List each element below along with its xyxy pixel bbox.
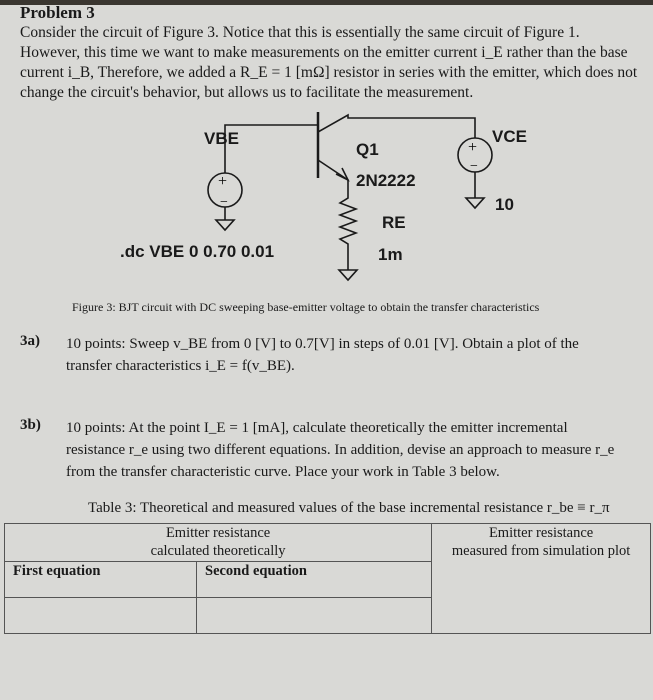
dc-directive: .dc VBE 0 0.70 0.01 bbox=[120, 242, 275, 261]
ground-icon bbox=[216, 207, 234, 230]
text-line: current i_B, Therefore, we added a R_E = 1 [mΩ] resistor in series with the emitter, which does not bbox=[20, 64, 638, 81]
plus-sign: + bbox=[468, 139, 478, 156]
vce-label: VCE bbox=[492, 127, 527, 146]
q1-label: Q1 bbox=[356, 140, 379, 159]
text-line: resistance r_e using two different equations. In addition, devise an approach to measure r_e bbox=[66, 442, 615, 458]
header-text: Emitter resistance bbox=[488, 525, 594, 541]
q3a-label: 3a) bbox=[20, 333, 40, 349]
problem-title: Problem 3 bbox=[20, 3, 95, 22]
q3b-label: 3b) bbox=[20, 417, 41, 433]
re-label: RE bbox=[382, 213, 406, 232]
minus-sign: − bbox=[220, 195, 228, 210]
ground-icon bbox=[466, 172, 484, 208]
text-line: 10 points: At the point I_E = 1 [mA], calculate theoretically the emitter incremental bbox=[66, 420, 568, 436]
q3b-text bbox=[66, 417, 614, 483]
circuit-diagram bbox=[0, 0, 653, 300]
collector-wire bbox=[318, 115, 475, 138]
text-line: Consider the circuit of Figure 3. Notice that this is essentially the same circuit of Figure 1. bbox=[20, 24, 580, 41]
text-line: However, this time we want to make measurements on the emitter current i_E rather than the base bbox=[20, 44, 628, 61]
header-text: calculated theoretically bbox=[150, 543, 286, 559]
plus-sign: + bbox=[218, 173, 228, 190]
second-equation-cell[interactable] bbox=[197, 598, 432, 634]
vce-value: 10 bbox=[495, 195, 514, 214]
text-line: 10 points: Sweep v_BE from 0 [V] to 0.7[V] in steps of 0.01 [V]. Obtain a plot of the bbox=[66, 336, 579, 352]
table-caption: Table 3: Theoretical and measured values of the base incremental resistance r_be ≡ r_π bbox=[88, 500, 610, 516]
text-line: change the circuit's behavior, but allows us to facilitate the measurement. bbox=[20, 84, 474, 101]
text-line: transfer characteristics i_E = f(v_BE). bbox=[66, 358, 295, 374]
q3a-text bbox=[66, 333, 579, 377]
re-value: 1m bbox=[378, 245, 403, 264]
text-line: from the transfer characteristic curve. Place your work in Table 3 below. bbox=[66, 464, 500, 480]
vbe-label: VBE bbox=[204, 129, 239, 148]
figure-caption: Figure 3: BJT circuit with DC sweeping base-emitter voltage to obtain the transfer characteristics bbox=[72, 300, 540, 314]
ground-icon bbox=[339, 262, 357, 280]
first-equation-header: First equation bbox=[5, 562, 197, 598]
first-equation-cell[interactable] bbox=[5, 598, 197, 634]
header-text: Emitter resistance bbox=[165, 525, 271, 541]
header-text: measured from simulation plot bbox=[451, 543, 631, 559]
results-table bbox=[4, 523, 651, 634]
second-equation-header: Second equation bbox=[197, 562, 432, 598]
model-label: 2N2222 bbox=[356, 171, 416, 190]
minus-sign: − bbox=[470, 159, 478, 174]
